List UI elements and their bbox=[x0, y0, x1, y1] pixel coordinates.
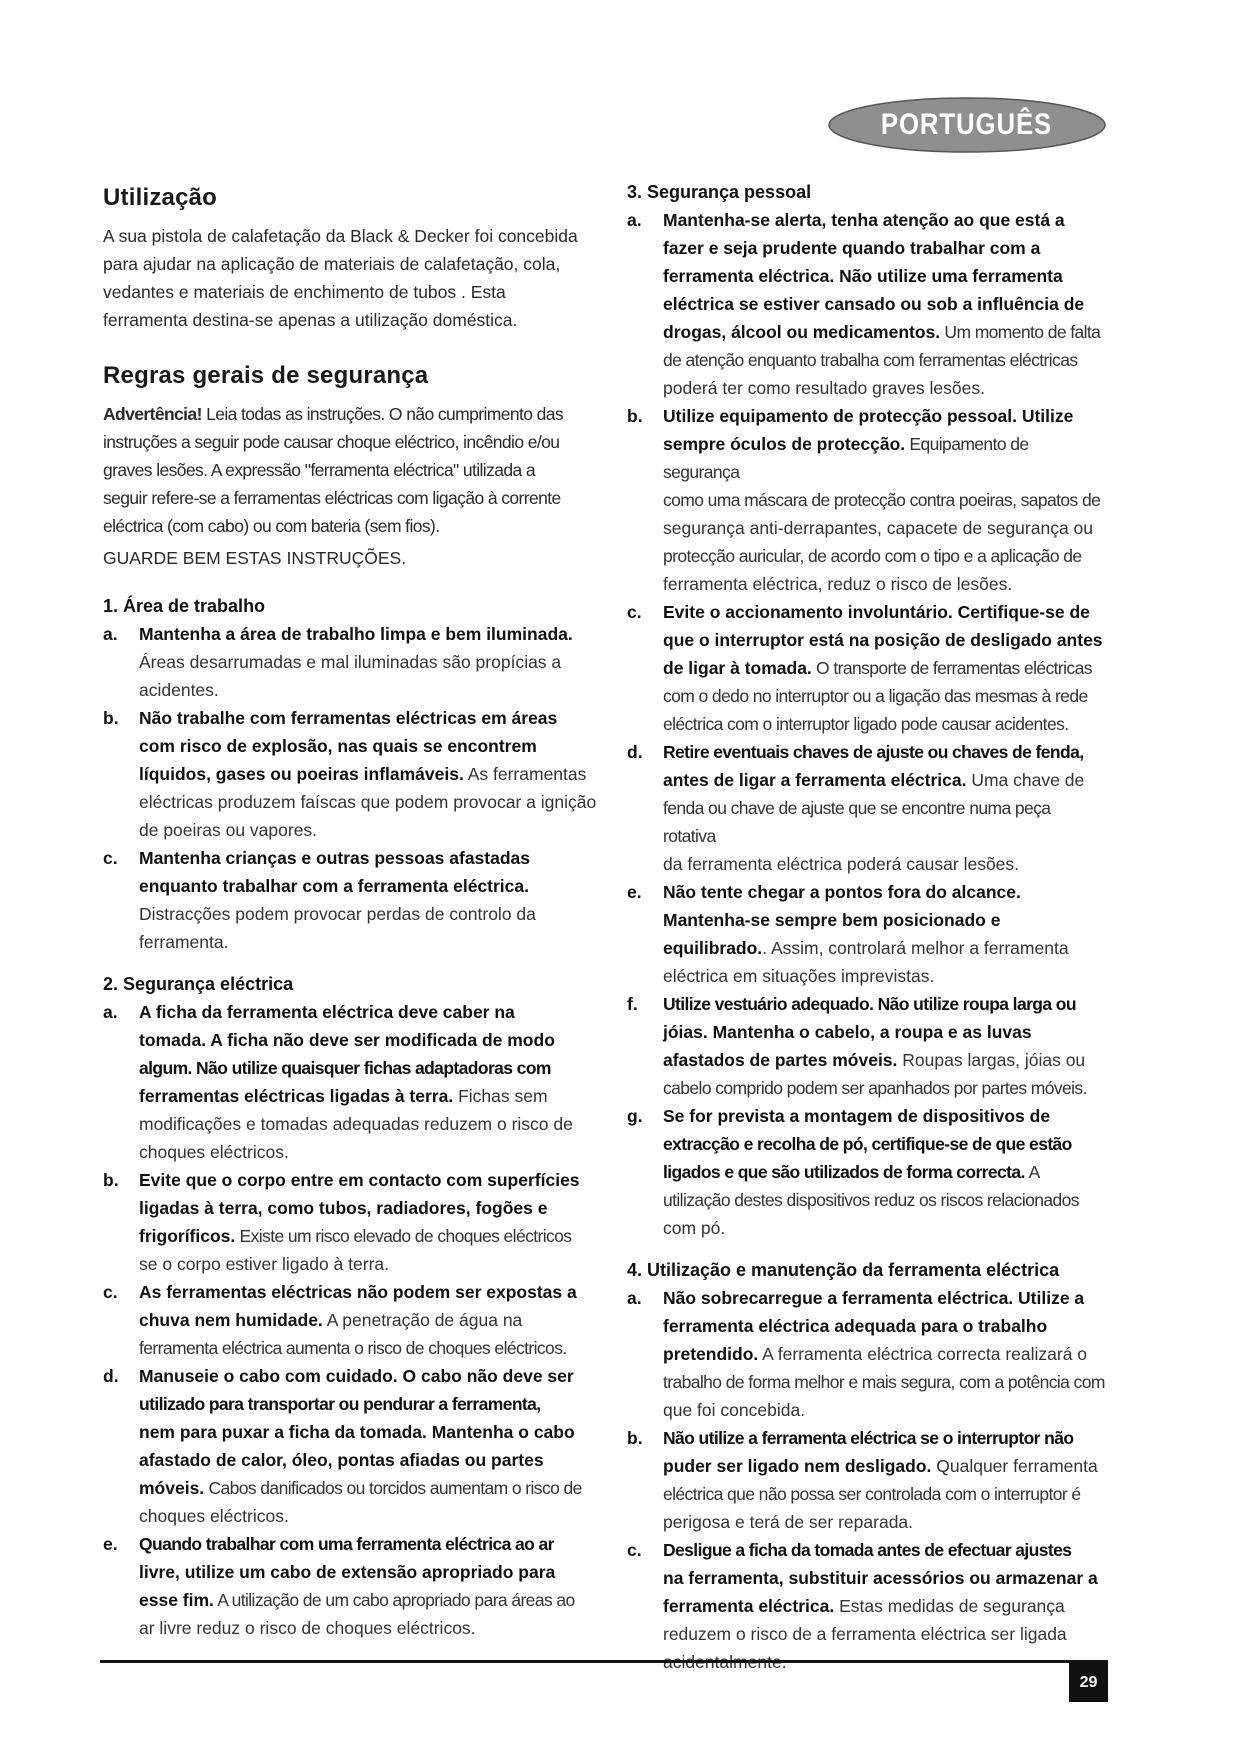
utilizacao-line: vedantes e materiais de enchimento de tubos . Esta bbox=[103, 282, 506, 302]
item-bold-text: A ficha da ferramenta eléctrica deve caber na bbox=[139, 1002, 515, 1022]
subsection-title-seguranca-pessoal: 3. Segurança pessoal bbox=[627, 182, 812, 202]
list-item bbox=[103, 1362, 600, 1530]
item-letter: b. bbox=[103, 708, 119, 728]
item-text: perigosa e terá de ser reparada. bbox=[663, 1512, 914, 1532]
item-letter: d. bbox=[103, 1366, 119, 1386]
utilizacao-line: ferramenta destina-se apenas a utilização doméstica. bbox=[103, 310, 518, 330]
regras-line: seguir refere-se a ferramentas eléctricas com ligação à corrente bbox=[103, 488, 561, 508]
item-bold-text: extracção e recolha de pó, certifique-se de que estão bbox=[663, 1134, 1072, 1154]
item-text: como uma máscara de protecção contra poeiras, sapatos de bbox=[663, 490, 1101, 510]
item-bold-text: Quando trabalhar com uma ferramenta eléctrica ao ar bbox=[139, 1534, 554, 1554]
item-letter: c. bbox=[103, 1282, 118, 1302]
list-item bbox=[627, 206, 1107, 402]
keep-instructions: GUARDE BEM ESTAS INSTRUÇÕES. bbox=[103, 548, 407, 568]
item-bold-text: eléctrica se estiver cansado ou sob a influência de bbox=[663, 294, 1085, 314]
item-text: Estas medidas de segurança bbox=[834, 1596, 1065, 1616]
regras-line: graves lesões. A expressão "ferramenta eléctrica" utilizada a bbox=[103, 460, 536, 480]
item-text: que foi concebida. bbox=[663, 1400, 806, 1420]
item-text: com pó. bbox=[663, 1218, 726, 1238]
item-text: segurança anti-derrapantes, capacete de segurança ou bbox=[663, 518, 1094, 538]
item-text: choques eléctricos. bbox=[139, 1506, 289, 1526]
item-text: de atenção enquanto trabalha com ferramentas eléctricas bbox=[663, 350, 1078, 370]
section-title-utilizacao: Utilização bbox=[103, 184, 218, 211]
item-bold-text: afastado de calor, óleo, pontas afiadas ou partes bbox=[139, 1450, 544, 1470]
section-title-regras: Regras gerais de segurança bbox=[103, 362, 429, 389]
left-column bbox=[103, 176, 600, 1642]
item-letter: b. bbox=[103, 1170, 119, 1190]
list-item bbox=[627, 1284, 1107, 1424]
item-text: modificações e tomadas adequadas reduzem o risco de bbox=[139, 1114, 573, 1134]
item-text: choques eléctricos. bbox=[139, 1142, 289, 1162]
item-bold-text: que o interruptor está na posição de desligado antes bbox=[663, 630, 1103, 650]
item-letter: a. bbox=[627, 1288, 642, 1308]
item-bold-text: Evite o accionamento involuntário. Certifique-se de bbox=[663, 602, 1090, 622]
item-text: acidentes. bbox=[139, 680, 219, 700]
item-text: poderá ter como resultado graves lesões. bbox=[663, 378, 985, 398]
item-bold-text: Não utilize a ferramenta eléctrica se o interruptor não bbox=[663, 1428, 1074, 1448]
item-bold-text: frigoríficos. bbox=[139, 1226, 236, 1246]
item-bold-text: pretendido. bbox=[663, 1344, 759, 1364]
item-text: ar livre reduz o risco de choques eléctricos. bbox=[139, 1618, 476, 1638]
item-bold-text: ferramenta eléctrica. Não utilize uma ferramenta bbox=[663, 266, 1063, 286]
item-text: Equipamento de segurança bbox=[663, 434, 1029, 482]
item-text: Cabos danificados ou torcidos aumentam o risco de bbox=[204, 1478, 582, 1498]
item-bold-text: ferramentas eléctricas ligadas à terra. bbox=[139, 1086, 454, 1106]
item-bold-text: fazer e seja prudente quando trabalhar com a bbox=[663, 238, 1041, 258]
footer-rule bbox=[100, 1660, 1108, 1663]
item-text: eléctrica em situações imprevistas. bbox=[663, 966, 935, 986]
list-item bbox=[103, 1530, 600, 1642]
list-item bbox=[103, 704, 600, 844]
item-letter: g. bbox=[627, 1106, 643, 1126]
utilizacao-line: para ajudar na aplicação de materiais de calafetação, cola, bbox=[103, 254, 561, 274]
item-text: Qualquer ferramenta bbox=[931, 1456, 1098, 1476]
item-bold-text: ligadas à terra, como tubos, radiadores, fogões e bbox=[139, 1198, 548, 1218]
item-text: com o dedo no interruptor ou a ligação das mesmas à rede bbox=[663, 686, 1088, 706]
item-text: ferramenta. bbox=[139, 932, 229, 952]
subsection-title-area-trabalho: 1. Área de trabalho bbox=[103, 596, 266, 616]
item-bold-text: puder ser ligado nem desligado. bbox=[663, 1456, 932, 1476]
item-bold-text: móveis. bbox=[139, 1478, 205, 1498]
list-item bbox=[627, 402, 1107, 598]
item-letter: b. bbox=[627, 406, 643, 426]
item-letter: c. bbox=[103, 848, 118, 868]
item-text: se o corpo estiver ligado à terra. bbox=[139, 1254, 389, 1274]
list-item bbox=[103, 1278, 600, 1362]
item-text: trabalho de forma melhor e mais segura, com a potência com bbox=[663, 1372, 1105, 1392]
item-text: reduzem o risco de a ferramenta eléctrica ser ligada bbox=[663, 1624, 1067, 1644]
item-text: eléctricas produzem faíscas que podem provocar a ignição bbox=[139, 792, 597, 812]
list-item bbox=[103, 998, 600, 1166]
list-item bbox=[627, 990, 1107, 1102]
item-letter: e. bbox=[627, 882, 642, 902]
item-bold-text: ligados e que são utilizados de forma correcta. bbox=[663, 1162, 1025, 1182]
utilizacao-line: A sua pistola de calafetação da Black & Decker foi concebida bbox=[103, 226, 578, 246]
item-text: Roupas largas, jóias ou bbox=[897, 1050, 1086, 1070]
item-letter: b. bbox=[627, 1428, 643, 1448]
item-text: cabelo comprido podem ser apanhados por partes móveis. bbox=[663, 1078, 1087, 1098]
item-bold-text: esse fim. bbox=[139, 1590, 214, 1610]
item-letter: a. bbox=[103, 1002, 118, 1022]
item-text: A bbox=[1024, 1162, 1041, 1182]
item-text: A ferramenta eléctrica correcta realizará o bbox=[758, 1344, 1088, 1364]
item-bold-text: tomada. A ficha não deve ser modificada de modo bbox=[139, 1030, 555, 1050]
item-text: . Assim, controlará melhor a ferramenta bbox=[762, 938, 1069, 958]
item-letter: a. bbox=[627, 210, 642, 230]
item-text: A penetração de água na bbox=[322, 1310, 523, 1330]
item-text: Fichas sem bbox=[453, 1086, 548, 1106]
item-bold-text: Retire eventuais chaves de ajuste ou chaves de fenda, bbox=[663, 742, 1084, 762]
subsection-title-utilizacao-manutencao: 4. Utilização e manutenção da ferramenta eléctrica bbox=[627, 1260, 1060, 1280]
item-letter: f. bbox=[627, 994, 638, 1014]
item-text: de poeiras ou vapores. bbox=[139, 820, 318, 840]
list-item bbox=[627, 878, 1107, 990]
item-bold-text: antes de ligar a ferramenta eléctrica. bbox=[663, 770, 967, 790]
item-bold-text: Não trabalhe com ferramentas eléctricas em áreas bbox=[139, 708, 558, 728]
item-bold-text: Mantenha a área de trabalho limpa e bem iluminada. bbox=[139, 624, 573, 644]
right-column bbox=[627, 178, 1107, 1676]
item-bold-text: Não tente chegar a pontos fora do alcance. bbox=[663, 882, 1021, 902]
item-text: da ferramenta eléctrica poderá causar lesões. bbox=[663, 854, 1020, 874]
item-bold-text: Desligue a ficha da tomada antes de efectuar ajustes bbox=[663, 1540, 1072, 1560]
item-bold-text: sempre óculos de protecção. bbox=[663, 434, 906, 454]
item-text: A utilização de um cabo apropriado para áreas ao bbox=[213, 1590, 575, 1610]
item-text: Áreas desarrumadas e mal iluminadas são propícias a bbox=[139, 652, 562, 672]
warning-text: Leia todas as instruções. O não cumprimento das bbox=[201, 404, 564, 424]
item-text: ferramenta eléctrica, reduz o risco de lesões. bbox=[663, 574, 1013, 594]
item-letter: c. bbox=[627, 1540, 642, 1560]
item-bold-text: Utilize equipamento de protecção pessoal. Utilize bbox=[663, 406, 1074, 426]
item-text: utilização destes dispositivos reduz os riscos relacionados bbox=[663, 1190, 1079, 1210]
item-text: As ferramentas bbox=[463, 764, 587, 784]
item-text: Uma chave de bbox=[966, 770, 1085, 790]
warning-label: Advertência! bbox=[103, 404, 202, 424]
list-item bbox=[103, 844, 600, 956]
list-item bbox=[627, 738, 1107, 878]
item-bold-text: de ligar à tomada. bbox=[663, 658, 812, 678]
item-bold-text: Mantenha-se alerta, tenha atenção ao que está a bbox=[663, 210, 1065, 230]
item-bold-text: algum. Não utilize quaisquer fichas adaptadoras com bbox=[139, 1058, 551, 1078]
list-item bbox=[627, 1102, 1107, 1242]
regras-line: instruções a seguir pode causar choque eléctrico, incêndio e/ou bbox=[103, 432, 560, 452]
item-bold-text: Mantenha crianças e outras pessoas afastadas bbox=[139, 848, 531, 868]
item-bold-text: equilibrado. bbox=[663, 938, 763, 958]
list-item bbox=[103, 620, 600, 704]
item-text: Distracções podem provocar perdas de controlo da bbox=[139, 904, 536, 924]
item-text: eléctrica com o interruptor ligado pode causar acidentes. bbox=[663, 714, 1069, 734]
item-letter: e. bbox=[103, 1534, 118, 1554]
item-bold-text: com risco de explosão, nas quais se encontrem bbox=[139, 736, 537, 756]
item-text: Um momento de falta bbox=[940, 322, 1101, 342]
regras-line bbox=[103, 400, 600, 428]
item-bold-text: Utilize vestuário adequado. Não utilize roupa larga ou bbox=[663, 994, 1076, 1014]
item-bold-text: enquanto trabalhar com a ferramenta eléctrica. bbox=[139, 876, 529, 896]
item-text: protecção auricular, de acordo com o tipo e a aplicação de bbox=[663, 546, 1082, 566]
item-bold-text: livre, utilize um cabo de extensão apropriado para bbox=[139, 1562, 556, 1582]
item-bold-text: nem para puxar a ficha da tomada. Mantenha o cabo bbox=[139, 1422, 575, 1442]
item-bold-text: Se for prevista a montagem de dispositivos de bbox=[663, 1106, 1051, 1126]
item-text: eléctrica que não possa ser controlada com o interruptor é bbox=[663, 1484, 1081, 1504]
regras-line: eléctrica (com cabo) ou com bateria (sem fios). bbox=[103, 516, 440, 536]
item-text: fenda ou chave de ajuste que se encontre numa peça rotativa bbox=[663, 798, 1051, 846]
item-text: Existe um risco elevado de choques eléctricos bbox=[235, 1226, 572, 1246]
item-bold-text: drogas, álcool ou medicamentos. bbox=[663, 322, 941, 342]
list-item bbox=[627, 1536, 1107, 1676]
item-bold-text: afastados de partes móveis. bbox=[663, 1050, 898, 1070]
item-bold-text: líquidos, gases ou poeiras inflamáveis. bbox=[139, 764, 464, 784]
item-text: O transporte de ferramentas eléctricas bbox=[811, 658, 1092, 678]
item-bold-text: Evite que o corpo entre em contacto com superfícies bbox=[139, 1170, 580, 1190]
list-item bbox=[103, 1166, 600, 1278]
item-bold-text: ferramenta eléctrica. bbox=[663, 1596, 835, 1616]
language-badge-label: PORTUGUÊS bbox=[881, 108, 1053, 141]
language-badge bbox=[826, 96, 1108, 154]
item-bold-text: jóias. Mantenha o cabelo, a roupa e as luvas bbox=[663, 1022, 1032, 1042]
item-letter: d. bbox=[627, 742, 643, 762]
page-number: 29 bbox=[1069, 1663, 1108, 1702]
item-letter: a. bbox=[103, 624, 118, 644]
item-bold-text: As ferramentas eléctricas não podem ser expostas a bbox=[139, 1282, 577, 1302]
item-bold-text: Não sobrecarregue a ferramenta eléctrica. Utilize a bbox=[663, 1288, 1085, 1308]
item-bold-text: ferramenta eléctrica adequada para o trabalho bbox=[663, 1316, 1048, 1336]
item-bold-text: na ferramenta, substituir acessórios ou armazenar a bbox=[663, 1568, 1098, 1588]
item-bold-text: chuva nem humidade. bbox=[139, 1310, 323, 1330]
item-letter: c. bbox=[627, 602, 642, 622]
item-bold-text: utilizado para transportar ou pendurar a ferramenta, bbox=[139, 1394, 541, 1414]
list-item bbox=[627, 1424, 1107, 1536]
item-bold-text: Manuseie o cabo com cuidado. O cabo não deve ser bbox=[139, 1366, 574, 1386]
list-item bbox=[627, 598, 1107, 738]
subsection-title-seguranca-electrica: 2. Segurança eléctrica bbox=[103, 974, 294, 994]
item-bold-text: Mantenha-se sempre bem posicionado e bbox=[663, 910, 1001, 930]
item-text: ferramenta eléctrica aumenta o risco de choques eléctricos. bbox=[139, 1338, 567, 1358]
